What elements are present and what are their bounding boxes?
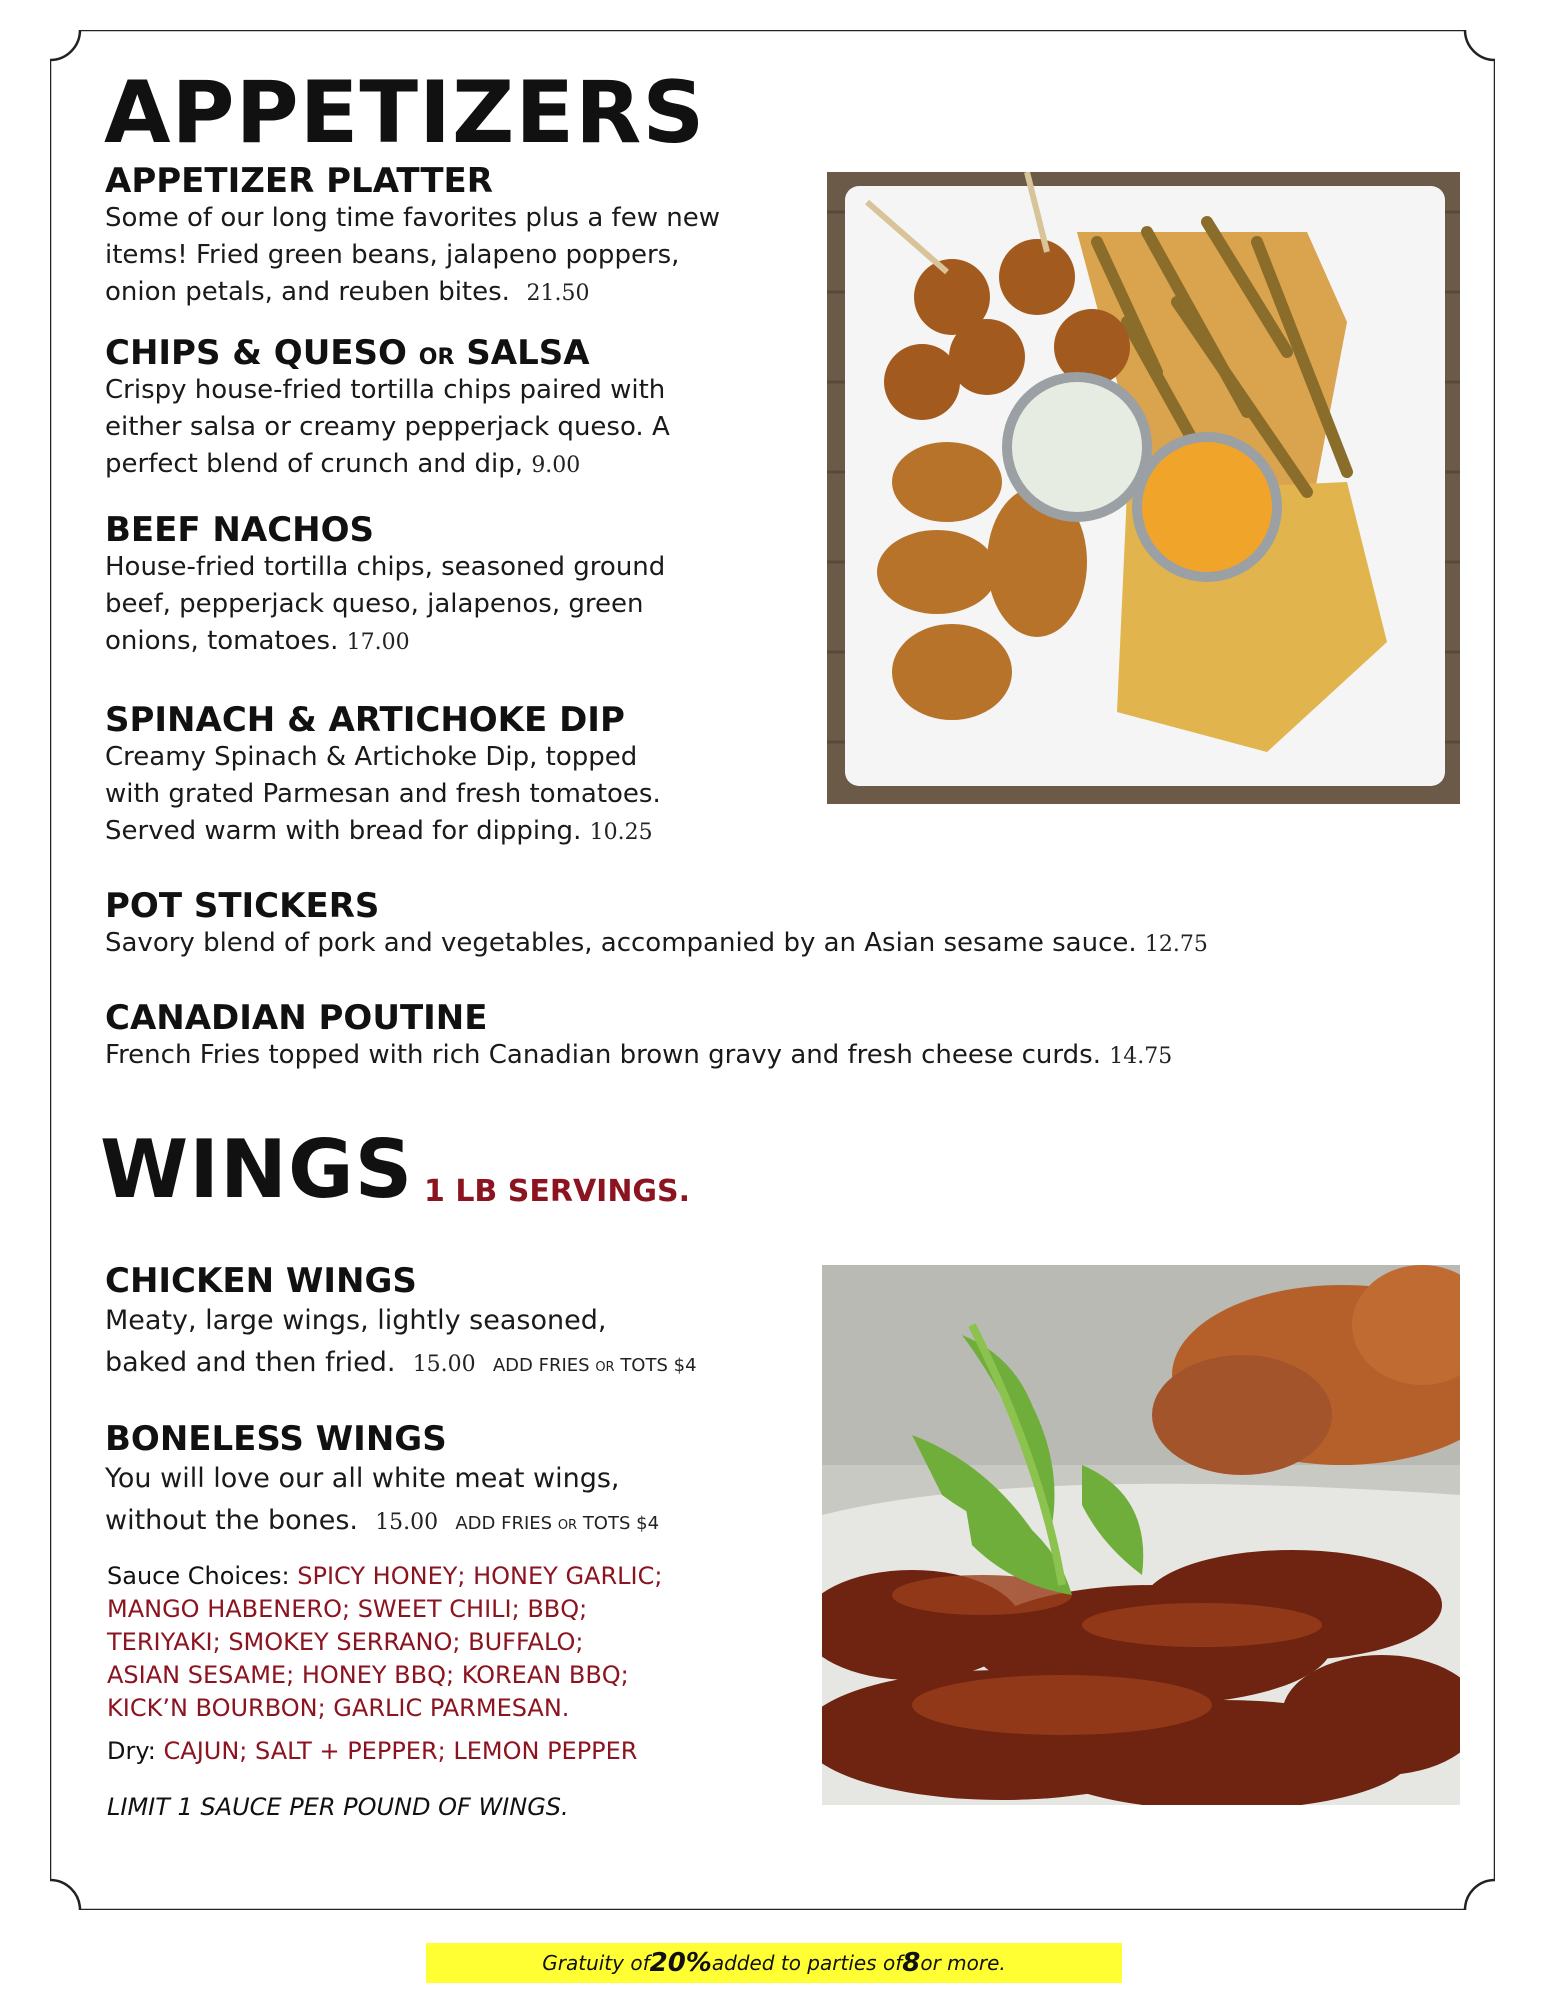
item-description: Some of our long time favorites plus a few new items! Fried green beans, jalapeno poppers, onion petals, and reuben bites. 21.50 xyxy=(105,203,720,308)
menu-item-boneless-wings xyxy=(105,1421,805,1547)
menu-item-beef-nachos xyxy=(105,512,825,661)
appetizer-platter-photo xyxy=(827,172,1460,804)
sauce-limit-note: LIMIT 1 SAUCE PER POUND OF WINGS. xyxy=(107,1793,569,1821)
menu-item-canadian-poutine xyxy=(105,1000,1405,1075)
item-description: Savory blend of pork and vegetables, accompanied by an Asian sesame sauce. 12.75 xyxy=(105,928,1208,959)
menu-item-spinach-artichoke-dip xyxy=(105,702,825,851)
item-name: APPETIZER PLATTER xyxy=(105,161,493,201)
dry-rub-choices: Dry: CAJUN; SALT + PEPPER; LEMON PEPPER xyxy=(107,1737,638,1765)
item-description: Creamy Spinach & Artichoke Dip, topped with grated Parmesan and fresh tomatoes. Served warm with bread for dipping. 10.25 xyxy=(105,742,661,847)
item-price: 17.00 xyxy=(346,630,410,656)
item-price: 14.75 xyxy=(1109,1044,1173,1070)
menu-item-appetizer-platter xyxy=(105,163,825,312)
item-price: 12.75 xyxy=(1144,932,1208,958)
item-name: BONELESS WINGS xyxy=(105,1419,447,1459)
wings-subtitle: 1 LB SERVINGS. xyxy=(424,1174,691,1209)
sauce-label: Sauce Choices: xyxy=(107,1562,290,1590)
item-price: 15.00 xyxy=(412,1352,476,1378)
item-name: CANADIAN POUTINE xyxy=(105,998,488,1038)
item-name: POT STICKERS xyxy=(105,886,380,926)
item-addon: ADD FRIES OR TOTS $4 xyxy=(492,1355,697,1377)
menu-item-chicken-wings xyxy=(105,1263,805,1389)
item-price: 9.00 xyxy=(531,453,581,479)
gratuity-notice: Gratuity of 20% added to parties of 8 or more. xyxy=(426,1943,1122,1983)
dry-label: Dry: xyxy=(107,1737,156,1765)
item-name: CHICKEN WINGS xyxy=(105,1261,417,1301)
item-name: BEEF NACHOS xyxy=(105,510,374,550)
item-addon: ADD FRIES OR TOTS $4 xyxy=(455,1513,660,1535)
item-description: Crispy house-fried tortilla chips paired with either salsa or creamy pepperjack queso. A perfect blend of crunch and dip, 9.00 xyxy=(105,375,670,480)
item-description: House-fried tortilla chips, seasoned ground beef, pepperjack queso, jalapenos, green onions, tomatoes. 17.00 xyxy=(105,552,666,657)
menu-item-chips-queso-salsa xyxy=(105,335,825,484)
item-description: Meaty, large wings, lightly seasoned, baked and then fried. 15.00 ADD FRIES OR TOTS $4 xyxy=(105,1305,697,1379)
appetizers-heading: APPETIZERS xyxy=(104,63,706,163)
chicken-wings-photo xyxy=(822,1265,1460,1805)
item-name: CHIPS & QUESO OR SALSA xyxy=(105,333,590,373)
sauce-choices: Sauce Choices: SPICY HONEY; HONEY GARLIC; MANGO HABENERO; SWEET CHILI; BBQ; TERIYAKI; SMOKEY SERRANO; BUFFALO; ASIAN SESAME; HONEY BBQ; KOREAN BBQ; KICK’N BOURBON; GARLIC PARMESAN. xyxy=(107,1562,663,1722)
item-description: French Fries topped with rich Canadian brown gravy and fresh cheese curds. 14.75 xyxy=(105,1040,1173,1071)
menu-item-pot-stickers xyxy=(105,888,1405,963)
wings-heading: WINGS xyxy=(100,1123,414,1216)
item-price: 21.50 xyxy=(526,281,590,307)
item-price: 10.25 xyxy=(589,820,653,846)
item-description: You will love our all white meat wings, without the bones. 15.00 ADD FRIES OR TOTS $4 xyxy=(105,1463,660,1537)
item-name: SPINACH & ARTICHOKE DIP xyxy=(105,700,625,740)
item-price: 15.00 xyxy=(375,1510,439,1536)
